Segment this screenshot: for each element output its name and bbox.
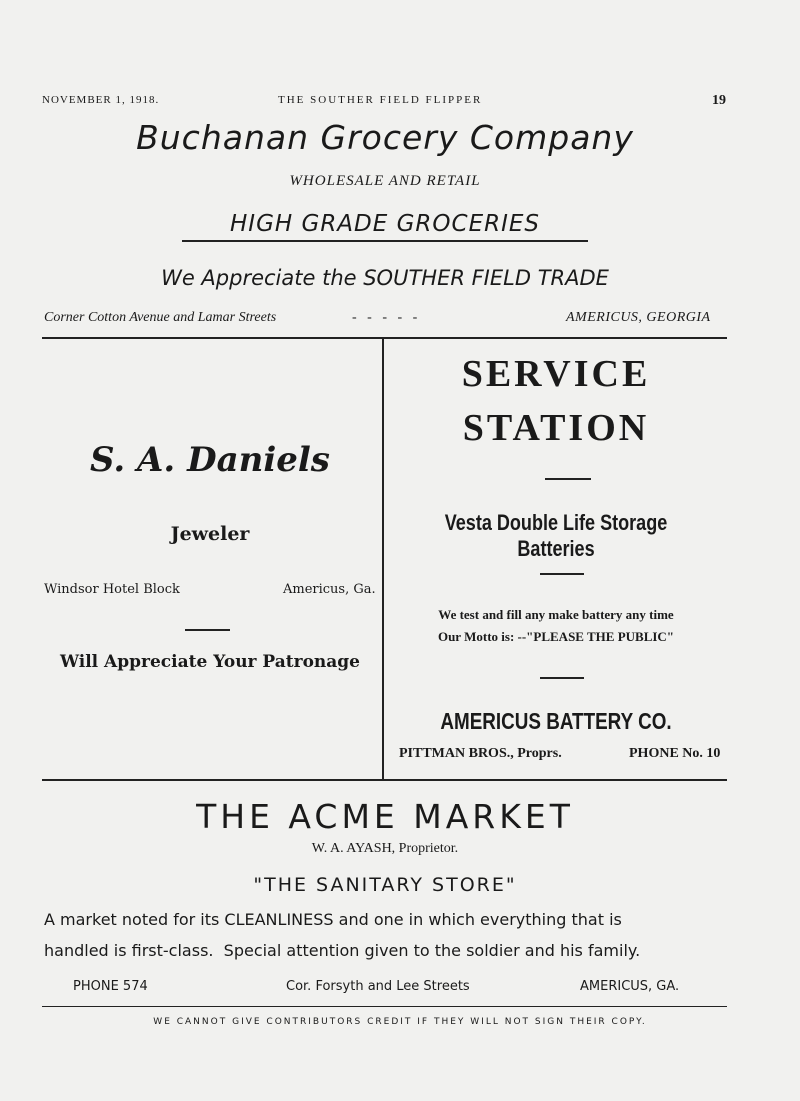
- page-number: 19: [712, 93, 726, 108]
- acme-slogan: "THE SANITARY STORE": [253, 874, 517, 896]
- buchanan-address: Corner Cotton Avenue and Lamar Streets: [44, 310, 277, 325]
- issue-date: NOVEMBER 1, 1918.: [42, 94, 160, 106]
- buchanan-name: Buchanan Grocery Company: [136, 118, 634, 157]
- acme-proprietor: W. A. AYASH, Proprietor.: [311, 841, 459, 856]
- daniels-short-rule: [185, 629, 230, 631]
- divider-bottom: [42, 779, 727, 781]
- service-motto: Our Motto is: --"PLEASE THE PUBLIC": [437, 629, 675, 644]
- footer-notice: WE CANNOT GIVE CONTRIBUTORS CREDIT IF THEY WILL NOT SIGN THEIR COPY.: [153, 1017, 647, 1027]
- buchanan-city: AMERICUS, GEORGIA: [566, 310, 711, 325]
- service-rule-2: [540, 573, 584, 575]
- daniels-name: S. A. Daniels: [90, 440, 330, 480]
- tagline-underline: [182, 240, 588, 242]
- acme-city: AMERICUS, GA.: [580, 979, 680, 994]
- service-rule-1: [545, 478, 591, 480]
- service-title-line1: SERVICE: [461, 353, 651, 395]
- daniels-closing: Will Appreciate Your Patronage: [59, 652, 361, 672]
- divider-vertical: [382, 338, 384, 779]
- battery-company-name: AMERICUS BATTERY CO.: [440, 708, 672, 734]
- daniels-city: Americus, Ga.: [283, 582, 376, 597]
- acme-name: THE ACME MARKET: [196, 797, 574, 836]
- footer-rule: [42, 1006, 727, 1007]
- service-title-line2: STATION: [462, 407, 650, 449]
- battery-phone: PHONE No. 10: [629, 746, 721, 761]
- service-test-line: We test and fill any make battery any time: [438, 607, 674, 622]
- service-rule-3: [540, 677, 584, 679]
- address-leader-dashes: - - - - -: [352, 310, 418, 325]
- acme-description-line2: handled is first-class. Special attention given to the soldier and his family.: [44, 941, 641, 960]
- battery-proprietors: PITTMAN BROS., Proprs.: [399, 746, 562, 761]
- divider-top: [42, 337, 727, 339]
- buchanan-tagline: HIGH GRADE GROCERIES: [230, 211, 540, 237]
- publication-title: THE SOUTHER FIELD FLIPPER: [278, 94, 483, 106]
- daniels-trade: Jeweler: [170, 523, 250, 545]
- service-product: Vesta Double Life Storage Batteries: [444, 510, 668, 561]
- acme-phone: PHONE 574: [73, 979, 148, 994]
- acme-address: Cor. Forsyth and Lee Streets: [286, 979, 470, 994]
- daniels-location: Windsor Hotel Block: [44, 582, 180, 597]
- buchanan-appreciation: We Appreciate the SOUTHER FIELD TRADE: [161, 266, 609, 290]
- buchanan-subtitle: WHOLESALE AND RETAIL: [289, 173, 481, 189]
- acme-description-line1: A market noted for its CLEANLINESS and one in which everything that is: [44, 910, 622, 929]
